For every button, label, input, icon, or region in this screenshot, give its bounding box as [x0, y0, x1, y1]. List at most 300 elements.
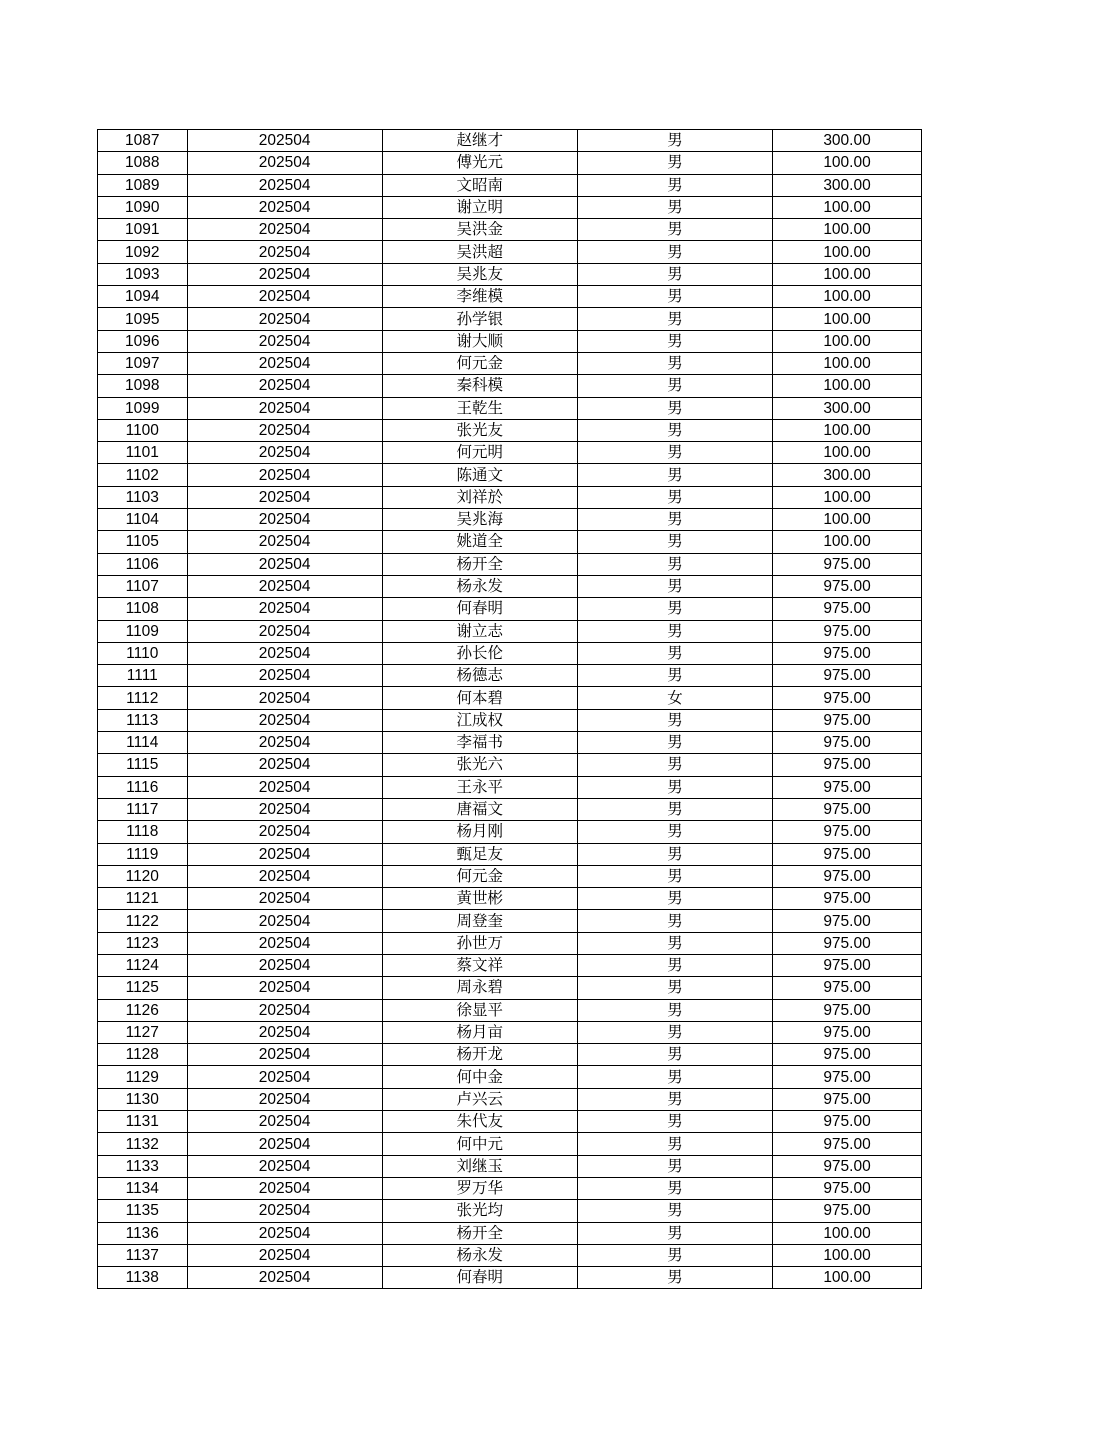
amount-cell: 975.00: [773, 687, 922, 709]
gender-cell: 男: [577, 509, 772, 531]
period-cell: 202504: [187, 486, 382, 508]
amount-cell: 100.00: [773, 219, 922, 241]
gender-cell: 男: [577, 798, 772, 820]
period-cell: 202504: [187, 464, 382, 486]
name-cell: 罗万华: [382, 1177, 577, 1199]
row-number-cell: 1105: [98, 531, 188, 553]
amount-cell: 975.00: [773, 1133, 922, 1155]
gender-cell: 男: [577, 553, 772, 575]
amount-cell: 975.00: [773, 1066, 922, 1088]
gender-cell: 女: [577, 687, 772, 709]
row-number-cell: 1088: [98, 152, 188, 174]
period-cell: 202504: [187, 642, 382, 664]
period-cell: 202504: [187, 977, 382, 999]
row-number-cell: 1129: [98, 1066, 188, 1088]
row-number-cell: 1098: [98, 375, 188, 397]
table-row: [98, 709, 922, 731]
table-row: [98, 531, 922, 553]
table-row: [98, 152, 922, 174]
row-number-cell: 1113: [98, 709, 188, 731]
table-row: [98, 1133, 922, 1155]
gender-cell: 男: [577, 419, 772, 441]
name-cell: 何本碧: [382, 687, 577, 709]
name-cell: 江成权: [382, 709, 577, 731]
table-row: [98, 843, 922, 865]
row-number-cell: 1110: [98, 642, 188, 664]
amount-cell: 100.00: [773, 263, 922, 285]
table-row: [98, 308, 922, 330]
name-cell: 孙学银: [382, 308, 577, 330]
name-cell: 周永碧: [382, 977, 577, 999]
amount-cell: 300.00: [773, 130, 922, 152]
gender-cell: 男: [577, 397, 772, 419]
period-cell: 202504: [187, 352, 382, 374]
period-cell: 202504: [187, 196, 382, 218]
table-row: [98, 241, 922, 263]
row-number-cell: 1095: [98, 308, 188, 330]
gender-cell: 男: [577, 152, 772, 174]
table-row: [98, 419, 922, 441]
row-number-cell: 1100: [98, 419, 188, 441]
amount-cell: 300.00: [773, 174, 922, 196]
table-row: [98, 130, 922, 152]
name-cell: 徐显平: [382, 999, 577, 1021]
amount-cell: 100.00: [773, 1244, 922, 1266]
name-cell: 何中金: [382, 1066, 577, 1088]
row-number-cell: 1118: [98, 821, 188, 843]
gender-cell: 男: [577, 263, 772, 285]
period-cell: 202504: [187, 1066, 382, 1088]
gender-cell: 男: [577, 821, 772, 843]
period-cell: 202504: [187, 1088, 382, 1110]
gender-cell: 男: [577, 575, 772, 597]
period-cell: 202504: [187, 1200, 382, 1222]
table-row: [98, 932, 922, 954]
amount-cell: 975.00: [773, 843, 922, 865]
name-cell: 刘继玉: [382, 1155, 577, 1177]
row-number-cell: 1124: [98, 954, 188, 976]
name-cell: 赵继才: [382, 130, 577, 152]
table-row: [98, 642, 922, 664]
period-cell: 202504: [187, 1177, 382, 1199]
gender-cell: 男: [577, 620, 772, 642]
table-row: [98, 1155, 922, 1177]
amount-cell: 100.00: [773, 1267, 922, 1289]
name-cell: 王乾生: [382, 397, 577, 419]
name-cell: 刘祥於: [382, 486, 577, 508]
table-row: [98, 509, 922, 531]
period-cell: 202504: [187, 219, 382, 241]
period-cell: 202504: [187, 732, 382, 754]
table-row: [98, 1044, 922, 1066]
gender-cell: 男: [577, 286, 772, 308]
row-number-cell: 1093: [98, 263, 188, 285]
row-number-cell: 1103: [98, 486, 188, 508]
name-cell: 吴兆海: [382, 509, 577, 531]
period-cell: 202504: [187, 932, 382, 954]
period-cell: 202504: [187, 1021, 382, 1043]
table-row: [98, 910, 922, 932]
period-cell: 202504: [187, 1133, 382, 1155]
period-cell: 202504: [187, 1044, 382, 1066]
period-cell: 202504: [187, 397, 382, 419]
period-cell: 202504: [187, 308, 382, 330]
row-number-cell: 1112: [98, 687, 188, 709]
period-cell: 202504: [187, 330, 382, 352]
amount-cell: 100.00: [773, 241, 922, 263]
table-row: [98, 954, 922, 976]
row-number-cell: 1116: [98, 776, 188, 798]
period-cell: 202504: [187, 130, 382, 152]
row-number-cell: 1102: [98, 464, 188, 486]
name-cell: 孙长伦: [382, 642, 577, 664]
period-cell: 202504: [187, 1111, 382, 1133]
gender-cell: 男: [577, 130, 772, 152]
amount-cell: 975.00: [773, 620, 922, 642]
gender-cell: 男: [577, 375, 772, 397]
row-number-cell: 1122: [98, 910, 188, 932]
gender-cell: 男: [577, 865, 772, 887]
row-number-cell: 1087: [98, 130, 188, 152]
table-row: [98, 1177, 922, 1199]
period-cell: 202504: [187, 1267, 382, 1289]
row-number-cell: 1137: [98, 1244, 188, 1266]
table-row: [98, 174, 922, 196]
table-row: [98, 977, 922, 999]
row-number-cell: 1121: [98, 888, 188, 910]
gender-cell: 男: [577, 732, 772, 754]
gender-cell: 男: [577, 308, 772, 330]
table-row: [98, 732, 922, 754]
name-cell: 姚道全: [382, 531, 577, 553]
amount-cell: 975.00: [773, 1155, 922, 1177]
gender-cell: 男: [577, 352, 772, 374]
period-cell: 202504: [187, 687, 382, 709]
name-cell: 杨德志: [382, 665, 577, 687]
row-number-cell: 1091: [98, 219, 188, 241]
amount-cell: 975.00: [773, 709, 922, 731]
table-row: [98, 620, 922, 642]
row-number-cell: 1099: [98, 397, 188, 419]
row-number-cell: 1114: [98, 732, 188, 754]
period-cell: 202504: [187, 174, 382, 196]
row-number-cell: 1089: [98, 174, 188, 196]
table-row: [98, 1066, 922, 1088]
row-number-cell: 1119: [98, 843, 188, 865]
amount-cell: 100.00: [773, 286, 922, 308]
name-cell: 谢立志: [382, 620, 577, 642]
name-cell: 何中元: [382, 1133, 577, 1155]
row-number-cell: 1135: [98, 1200, 188, 1222]
table-row: [98, 286, 922, 308]
name-cell: 陈通文: [382, 464, 577, 486]
table-row: [98, 219, 922, 241]
period-cell: 202504: [187, 888, 382, 910]
row-number-cell: 1117: [98, 798, 188, 820]
amount-cell: 975.00: [773, 999, 922, 1021]
row-number-cell: 1097: [98, 352, 188, 374]
name-cell: 何春明: [382, 598, 577, 620]
gender-cell: 男: [577, 843, 772, 865]
row-number-cell: 1106: [98, 553, 188, 575]
name-cell: 蔡文祥: [382, 954, 577, 976]
name-cell: 张光友: [382, 419, 577, 441]
amount-cell: 975.00: [773, 1088, 922, 1110]
amount-cell: 975.00: [773, 575, 922, 597]
table-row: [98, 375, 922, 397]
table-row: [98, 397, 922, 419]
gender-cell: 男: [577, 932, 772, 954]
gender-cell: 男: [577, 999, 772, 1021]
period-cell: 202504: [187, 419, 382, 441]
amount-cell: 100.00: [773, 352, 922, 374]
row-number-cell: 1131: [98, 1111, 188, 1133]
amount-cell: 975.00: [773, 932, 922, 954]
row-number-cell: 1104: [98, 509, 188, 531]
name-cell: 张光六: [382, 754, 577, 776]
amount-cell: 975.00: [773, 598, 922, 620]
gender-cell: 男: [577, 531, 772, 553]
gender-cell: 男: [577, 977, 772, 999]
amount-cell: 975.00: [773, 1044, 922, 1066]
name-cell: 谢大顺: [382, 330, 577, 352]
row-number-cell: 1111: [98, 665, 188, 687]
gender-cell: 男: [577, 1044, 772, 1066]
gender-cell: 男: [577, 1267, 772, 1289]
amount-cell: 100.00: [773, 152, 922, 174]
gender-cell: 男: [577, 1244, 772, 1266]
name-cell: 吴兆友: [382, 263, 577, 285]
row-number-cell: 1108: [98, 598, 188, 620]
gender-cell: 男: [577, 1222, 772, 1244]
row-number-cell: 1136: [98, 1222, 188, 1244]
gender-cell: 男: [577, 1066, 772, 1088]
gender-cell: 男: [577, 754, 772, 776]
table-row: [98, 553, 922, 575]
period-cell: 202504: [187, 709, 382, 731]
name-cell: 何元金: [382, 352, 577, 374]
amount-cell: 975.00: [773, 665, 922, 687]
gender-cell: 男: [577, 486, 772, 508]
period-cell: 202504: [187, 1222, 382, 1244]
table-row: [98, 1267, 922, 1289]
amount-cell: 975.00: [773, 732, 922, 754]
table-row: [98, 1111, 922, 1133]
row-number-cell: 1138: [98, 1267, 188, 1289]
gender-cell: 男: [577, 665, 772, 687]
table-row: [98, 1088, 922, 1110]
gender-cell: 男: [577, 888, 772, 910]
table-row: [98, 263, 922, 285]
row-number-cell: 1130: [98, 1088, 188, 1110]
gender-cell: 男: [577, 1021, 772, 1043]
period-cell: 202504: [187, 1244, 382, 1266]
row-number-cell: 1092: [98, 241, 188, 263]
name-cell: 甄足友: [382, 843, 577, 865]
period-cell: 202504: [187, 1155, 382, 1177]
amount-cell: 975.00: [773, 865, 922, 887]
table-row: [98, 575, 922, 597]
row-number-cell: 1133: [98, 1155, 188, 1177]
name-cell: 黄世彬: [382, 888, 577, 910]
table-row: [98, 999, 922, 1021]
name-cell: 杨开龙: [382, 1044, 577, 1066]
name-cell: 秦科模: [382, 375, 577, 397]
table-row: [98, 798, 922, 820]
amount-cell: 100.00: [773, 196, 922, 218]
period-cell: 202504: [187, 954, 382, 976]
data-table: [97, 129, 922, 1289]
name-cell: 周登奎: [382, 910, 577, 932]
gender-cell: 男: [577, 464, 772, 486]
table-row: [98, 442, 922, 464]
row-number-cell: 1123: [98, 932, 188, 954]
period-cell: 202504: [187, 286, 382, 308]
gender-cell: 男: [577, 1088, 772, 1110]
period-cell: 202504: [187, 553, 382, 575]
gender-cell: 男: [577, 1200, 772, 1222]
period-cell: 202504: [187, 865, 382, 887]
period-cell: 202504: [187, 375, 382, 397]
table-row: [98, 888, 922, 910]
name-cell: 卢兴云: [382, 1088, 577, 1110]
period-cell: 202504: [187, 665, 382, 687]
amount-cell: 975.00: [773, 642, 922, 664]
name-cell: 吴洪金: [382, 219, 577, 241]
name-cell: 杨月刚: [382, 821, 577, 843]
period-cell: 202504: [187, 509, 382, 531]
gender-cell: 男: [577, 241, 772, 263]
amount-cell: 975.00: [773, 888, 922, 910]
name-cell: 杨永发: [382, 575, 577, 597]
table-row: [98, 821, 922, 843]
name-cell: 杨开全: [382, 1222, 577, 1244]
table-row: [98, 486, 922, 508]
gender-cell: 男: [577, 1177, 772, 1199]
name-cell: 何元金: [382, 865, 577, 887]
table-row: [98, 464, 922, 486]
table-row: [98, 1021, 922, 1043]
amount-cell: 300.00: [773, 464, 922, 486]
period-cell: 202504: [187, 776, 382, 798]
amount-cell: 975.00: [773, 798, 922, 820]
gender-cell: 男: [577, 910, 772, 932]
gender-cell: 男: [577, 1111, 772, 1133]
gender-cell: 男: [577, 1133, 772, 1155]
period-cell: 202504: [187, 798, 382, 820]
period-cell: 202504: [187, 620, 382, 642]
name-cell: 李福书: [382, 732, 577, 754]
gender-cell: 男: [577, 196, 772, 218]
table-body: [98, 130, 922, 1289]
amount-cell: 975.00: [773, 1177, 922, 1199]
amount-cell: 975.00: [773, 553, 922, 575]
row-number-cell: 1128: [98, 1044, 188, 1066]
amount-cell: 975.00: [773, 776, 922, 798]
period-cell: 202504: [187, 152, 382, 174]
period-cell: 202504: [187, 263, 382, 285]
table-row: [98, 1222, 922, 1244]
table-row: [98, 1200, 922, 1222]
row-number-cell: 1125: [98, 977, 188, 999]
name-cell: 杨开全: [382, 553, 577, 575]
period-cell: 202504: [187, 910, 382, 932]
period-cell: 202504: [187, 754, 382, 776]
name-cell: 杨月亩: [382, 1021, 577, 1043]
name-cell: 杨永发: [382, 1244, 577, 1266]
gender-cell: 男: [577, 330, 772, 352]
table-row: [98, 687, 922, 709]
row-number-cell: 1096: [98, 330, 188, 352]
name-cell: 谢立明: [382, 196, 577, 218]
table-row: [98, 352, 922, 374]
amount-cell: 100.00: [773, 442, 922, 464]
period-cell: 202504: [187, 531, 382, 553]
row-number-cell: 1109: [98, 620, 188, 642]
period-cell: 202504: [187, 843, 382, 865]
amount-cell: 100.00: [773, 330, 922, 352]
amount-cell: 975.00: [773, 1200, 922, 1222]
amount-cell: 100.00: [773, 419, 922, 441]
name-cell: 吴洪超: [382, 241, 577, 263]
period-cell: 202504: [187, 598, 382, 620]
gender-cell: 男: [577, 1155, 772, 1177]
amount-cell: 100.00: [773, 308, 922, 330]
amount-cell: 975.00: [773, 821, 922, 843]
name-cell: 何春明: [382, 1267, 577, 1289]
row-number-cell: 1134: [98, 1177, 188, 1199]
period-cell: 202504: [187, 575, 382, 597]
gender-cell: 男: [577, 642, 772, 664]
name-cell: 文昭南: [382, 174, 577, 196]
gender-cell: 男: [577, 174, 772, 196]
table-row: [98, 1244, 922, 1266]
table-row: [98, 665, 922, 687]
row-number-cell: 1101: [98, 442, 188, 464]
amount-cell: 975.00: [773, 1111, 922, 1133]
amount-cell: 300.00: [773, 397, 922, 419]
table-row: [98, 330, 922, 352]
row-number-cell: 1094: [98, 286, 188, 308]
name-cell: 李维模: [382, 286, 577, 308]
period-cell: 202504: [187, 999, 382, 1021]
name-cell: 唐福文: [382, 798, 577, 820]
name-cell: 孙世万: [382, 932, 577, 954]
amount-cell: 975.00: [773, 954, 922, 976]
amount-cell: 100.00: [773, 509, 922, 531]
row-number-cell: 1090: [98, 196, 188, 218]
amount-cell: 975.00: [773, 910, 922, 932]
row-number-cell: 1126: [98, 999, 188, 1021]
gender-cell: 男: [577, 598, 772, 620]
amount-cell: 100.00: [773, 531, 922, 553]
row-number-cell: 1127: [98, 1021, 188, 1043]
name-cell: 张光均: [382, 1200, 577, 1222]
amount-cell: 975.00: [773, 1021, 922, 1043]
row-number-cell: 1132: [98, 1133, 188, 1155]
table-row: [98, 754, 922, 776]
gender-cell: 男: [577, 442, 772, 464]
table-row: [98, 865, 922, 887]
table-row: [98, 598, 922, 620]
name-cell: 何元明: [382, 442, 577, 464]
amount-cell: 975.00: [773, 754, 922, 776]
name-cell: 傅光元: [382, 152, 577, 174]
row-number-cell: 1120: [98, 865, 188, 887]
period-cell: 202504: [187, 241, 382, 263]
amount-cell: 100.00: [773, 375, 922, 397]
gender-cell: 男: [577, 709, 772, 731]
